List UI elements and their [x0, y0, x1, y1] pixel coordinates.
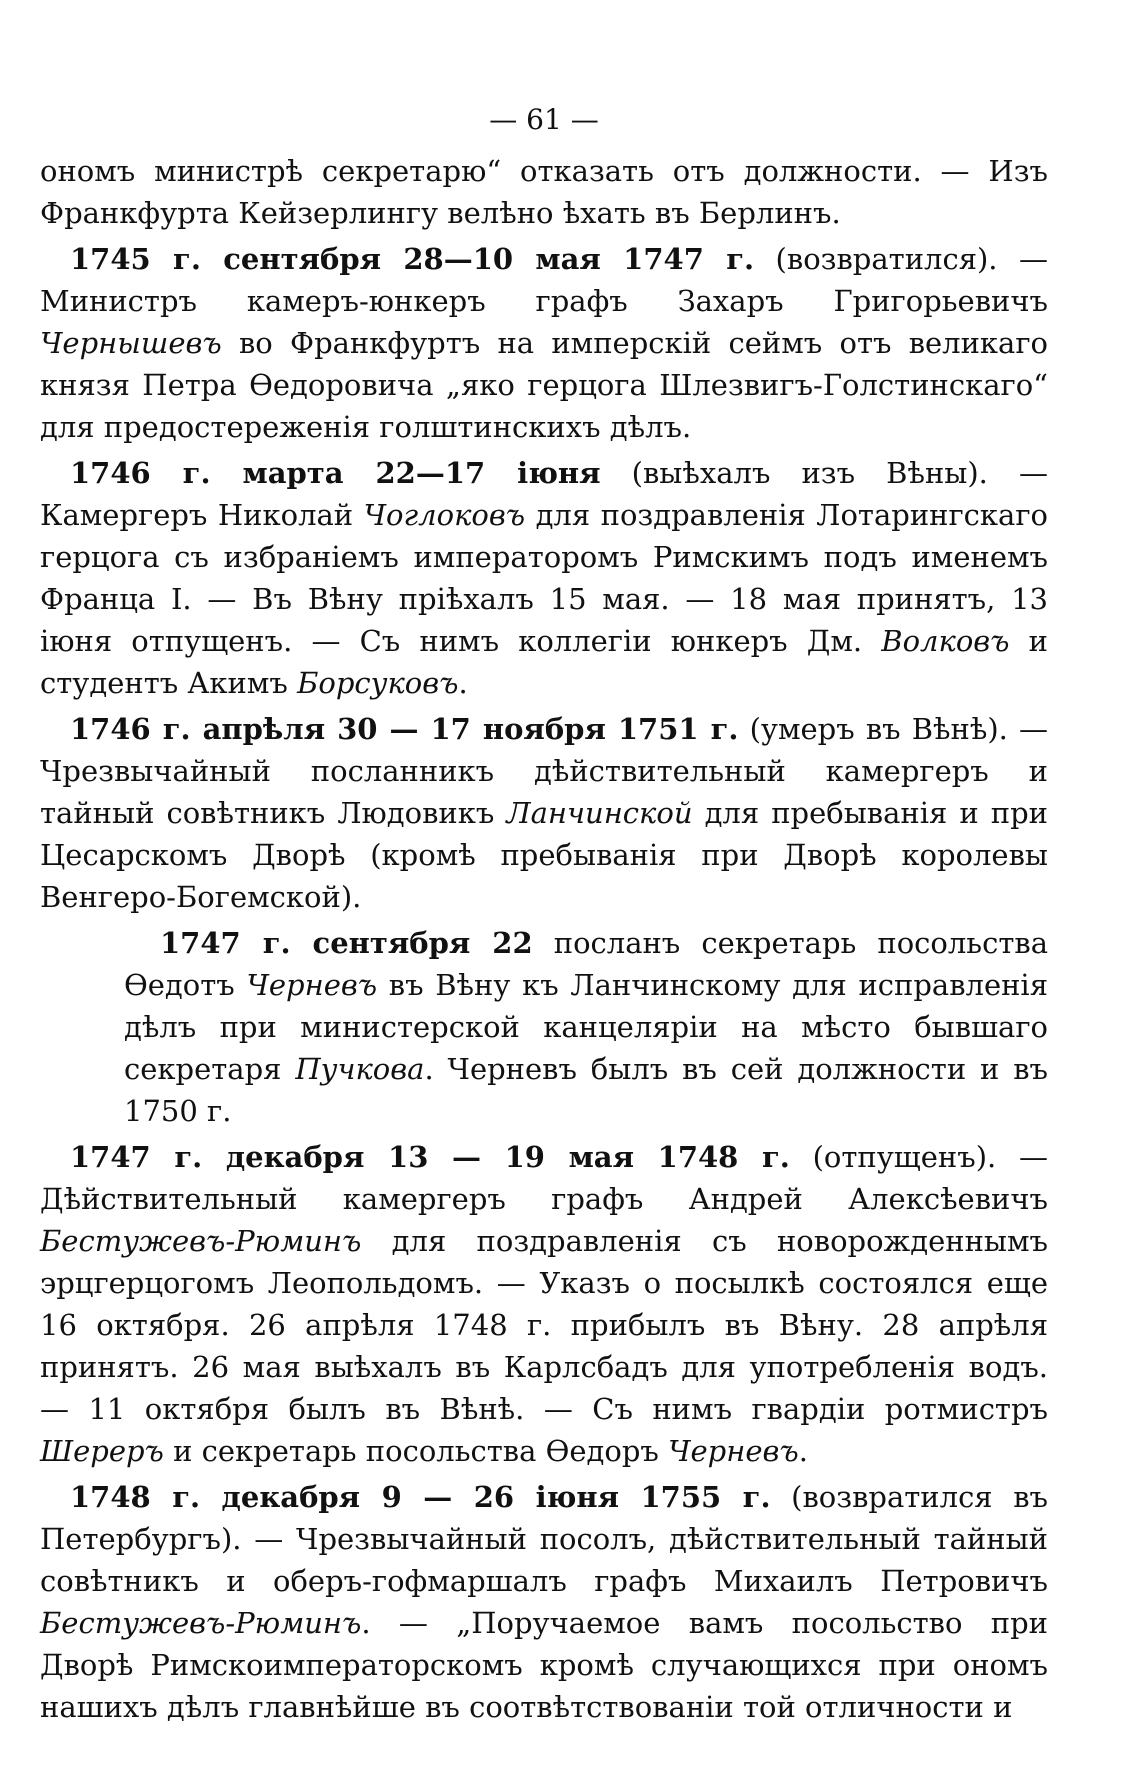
person-surname: Волковъ — [881, 624, 1010, 658]
text-paragraph — [40, 238, 1048, 448]
person-surname: Ланчинской — [506, 796, 693, 830]
page-body-text — [40, 150, 1048, 1728]
text-paragraph — [40, 1136, 1048, 1472]
text-run: (выѣхалъ изъ Вѣны). — Камергеръ Николай — [40, 456, 1048, 532]
date-range: 1746 г. апрѣля 30 — 17 ноября 1751 г. — [70, 712, 739, 746]
text-run: ономъ министрѣ секретарю“ отказать отъ должности. — Изъ Франкфурта Кейзерлингу велѣно ѣхать въ Берлинъ. — [40, 154, 1048, 230]
text-paragraph — [40, 150, 1048, 234]
date-range: 1747 г. сентября 22 — [160, 926, 533, 960]
text-run: для поздравленія Лотарингскаго герцога съ избраніемъ императоромъ Римскимъ подъ именемъ Франца I. — Въ Вѣну пріѣхалъ 15 мая. — 18 мая принятъ, 13 іюня отпущенъ. — Съ нимъ коллегіи юнкеръ Дм. — [40, 498, 1048, 658]
text-run: (отпущенъ). — Дѣйствительный камергеръ графъ Андрей Алексѣевичъ — [40, 1140, 1048, 1216]
person-surname: Чернышевъ — [40, 326, 222, 360]
date-range: 1746 г. марта 22—17 іюня — [70, 456, 601, 490]
text-run: . — [458, 666, 468, 700]
text-run: для пребыванія и при Цесарскомъ Дворѣ (кромѣ пребыванія при Дворѣ королевы Венгеро-Богемской). — [40, 796, 1048, 914]
text-paragraph — [40, 1476, 1048, 1728]
note-paragraph — [124, 922, 1048, 1132]
text-run: и секретарь посольства Ѳедоръ — [163, 1434, 669, 1468]
text-run: для поздравленія съ новорожденнымъ эрцгерцогомъ Леопольдомъ. — Указъ о посылкѣ состоялся еще 16 октября. 26 апрѣля 1748 г. прибылъ въ Вѣну. 28 апрѣля принятъ. 26 мая выѣхалъ въ Карлсбадъ для употребленія водъ. — 11 октября былъ въ Вѣнѣ. — Съ нимъ гвардіи ротмистръ — [40, 1224, 1048, 1426]
text-run: . Черневъ былъ въ сей должности и въ 1750 г. — [124, 1052, 1048, 1128]
date-range: 1745 г. сентября 28—10 мая 1747 г. — [70, 242, 755, 276]
person-surname: Пучкова — [295, 1052, 425, 1086]
person-surname: Чоглоковъ — [363, 498, 526, 532]
date-range: 1748 г. декабря 9 — 26 іюня 1755 г. — [70, 1480, 771, 1514]
person-surname: Борсуковъ — [297, 666, 459, 700]
page-number: — 61 — — [489, 103, 599, 136]
text-run: и студентъ Акимъ — [40, 624, 1048, 700]
text-run: . — [798, 1434, 808, 1468]
person-surname: Бестужевъ-Рюминъ — [40, 1224, 362, 1258]
text-run: въ Вѣну къ Ланчинскому для исправленія дѣлъ при министерской канцеляріи на мѣсто бывшаго секретаря — [124, 968, 1048, 1086]
text-run: (возвратился). — Министръ камеръ-юнкеръ графъ Захаръ Григорьевичъ — [40, 242, 1048, 318]
text-run: посланъ секретарь посольства Ѳедотъ — [124, 926, 1048, 1002]
person-surname: Бестужевъ-Рюминъ — [40, 1606, 362, 1640]
text-run: во Франкфуртъ на имперскій сеймъ отъ великаго князя Петра Ѳедоровича „яко герцога Шлезвигъ-Голстинскаго“ для предостереженія голштинскихъ дѣлъ. — [40, 326, 1048, 444]
person-surname: Черневъ — [668, 1434, 799, 1468]
text-paragraph — [40, 708, 1048, 918]
date-range: 1747 г. декабря 13 — 19 мая 1748 г. — [70, 1140, 790, 1174]
text-paragraph — [40, 452, 1048, 704]
person-surname: Шереръ — [40, 1434, 164, 1468]
text-run: (возвратился въ Петербургъ). — Чрезвычайный посолъ, дѣйствительный тайный совѣтникъ и оберъ-гофмаршалъ графъ Михаилъ Петровичъ — [40, 1480, 1048, 1598]
text-run: (умеръ въ Вѣнѣ). — Чрезвычайный посланникъ дѣйствительный камергеръ и тайный совѣтникъ Людовикъ — [40, 712, 1048, 830]
text-run: . — „Поручаемое вамъ посольство при Дворѣ Римскоимператорскомъ кромѣ случающихся при ономъ нашихъ дѣлъ главнѣйше въ соотвѣтствованіи той отличности и — [40, 1606, 1048, 1724]
person-surname: Черневъ — [246, 968, 378, 1002]
